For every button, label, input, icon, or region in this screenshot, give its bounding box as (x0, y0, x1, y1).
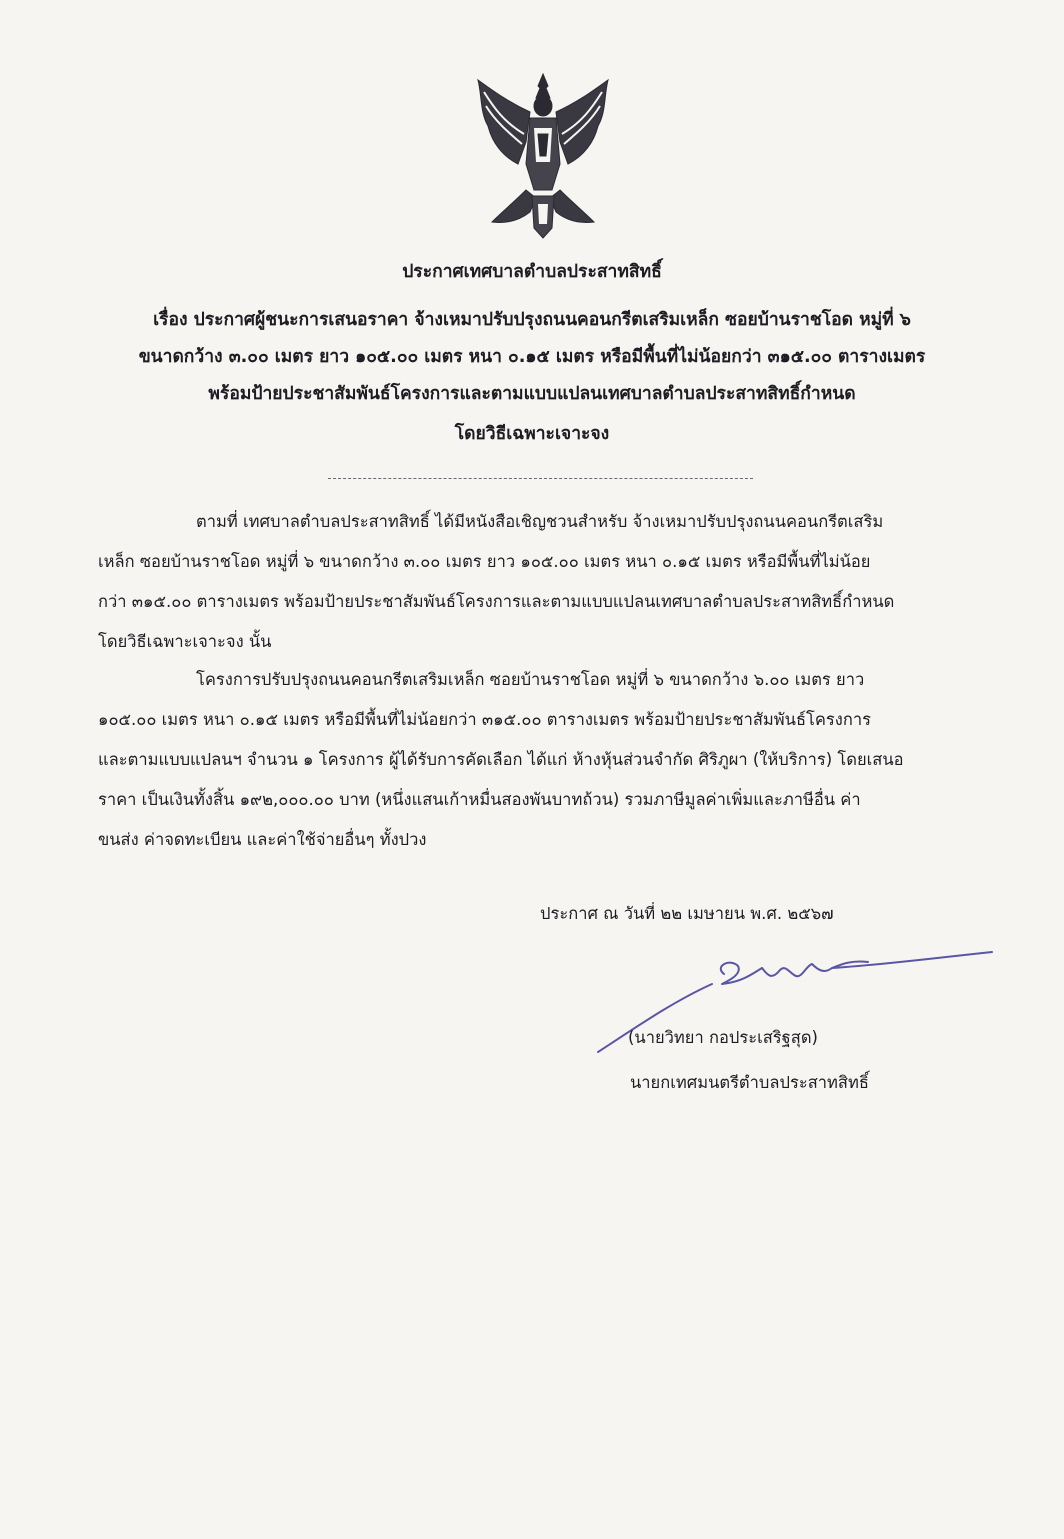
paragraph-line: ตามที่ เทศบาลตำบลประสาทสิทธิ์ ได้มีหนังสือเชิญชวนสำหรับ จ้างเหมาปรับปรุงถนนคอนกรีตเสริม (196, 512, 884, 531)
announcement-title: ประกาศเทศบาลตำบลประสาทสิทธิ์ (402, 262, 662, 282)
paragraph-line: เหล็ก ซอยบ้านราชโอด หมู่ที่ ๖ ขนาดกว้าง ๓.๐๐ เมตร ยาว ๑๐๕.๐๐ เมตร หนา ๐.๑๕ เมตร หรือมีพื้นที่ไม่น้อย (98, 552, 871, 571)
paragraph-line: ราคา เป็นเงินทั้งสิ้น ๑๙๒,๐๐๐.๐๐ บาท (หนึ่งแสนเก้าหมื่นสองพันบาทถ้วน) รวมภาษีมูลค่าเพิ่มและภาษีอื่น ค่า (98, 790, 861, 809)
signer-name: (นายวิทยา กอประเสริฐสุด) (628, 1028, 818, 1047)
paragraph-intro (98, 502, 978, 662)
paragraph-line: ขนส่ง ค่าจดทะเบียน และค่าใช้จ่ายอื่นๆ ทั้งปวง (98, 830, 427, 849)
subject-line: พร้อมป้ายประชาสัมพันธ์โครงการและตามแบบแปลนเทศบาลตำบลประสาทสิทธิ์กำหนด (208, 384, 856, 404)
dashed-separator (328, 478, 753, 479)
paragraph-line: และตามแบบแปลนฯ จำนวน ๑ โครงการ ผู้ได้รับการคัดเลือก ได้แก่ ห้างหุ้นส่วนจำกัด ศิริภูผา (ให้บริการ) โดยเสนอ (98, 750, 904, 769)
signer-position: นายกเทศมนตรีตำบลประสาทสิทธิ์ (630, 1073, 869, 1092)
paragraph-line: ๑๐๕.๐๐ เมตร หนา ๐.๑๕ เมตร หรือมีพื้นที่ไม่น้อยกว่า ๓๑๕.๐๐ ตารางเมตร พร้อมป้ายประชาสัมพันธ์โครงการ (98, 710, 871, 729)
subject-line: ขนาดกว้าง ๓.๐๐ เมตร ยาว ๑๐๕.๐๐ เมตร หนา ๐.๑๕ เมตร หรือมีพื้นที่ไม่น้อยกว่า ๓๑๕.๐๐ ตารางเมตร (138, 347, 926, 367)
subject-line: โดยวิธีเฉพาะเจาะจง (454, 424, 610, 444)
announcement-date: ประกาศ ณ วันที่ ๒๒ เมษายน พ.ศ. ๒๕๖๗ (540, 904, 834, 923)
paragraph-line: โดยวิธีเฉพาะเจาะจง นั้น (98, 632, 272, 651)
paragraph-winner (98, 660, 978, 860)
paragraph-line: โครงการปรับปรุงถนนคอนกรีตเสริมเหล็ก ซอยบ้านราชโอด หมู่ที่ ๖ ขนาดกว้าง ๖.๐๐ เมตร ยาว (196, 670, 865, 689)
subject-line: เรื่อง ประกาศผู้ชนะการเสนอราคา จ้างเหมาปรับปรุงถนนคอนกรีตเสริมเหล็ก ซอยบ้านราชโอด หมู่ที่ ๖ (153, 310, 911, 330)
paragraph-line: กว่า ๓๑๕.๐๐ ตารางเมตร พร้อมป้ายประชาสัมพันธ์โครงการและตามแบบแปลนเทศบาลตำบลประสาทสิทธิ์กำหนด (98, 592, 895, 611)
garuda-emblem-icon (468, 72, 618, 240)
